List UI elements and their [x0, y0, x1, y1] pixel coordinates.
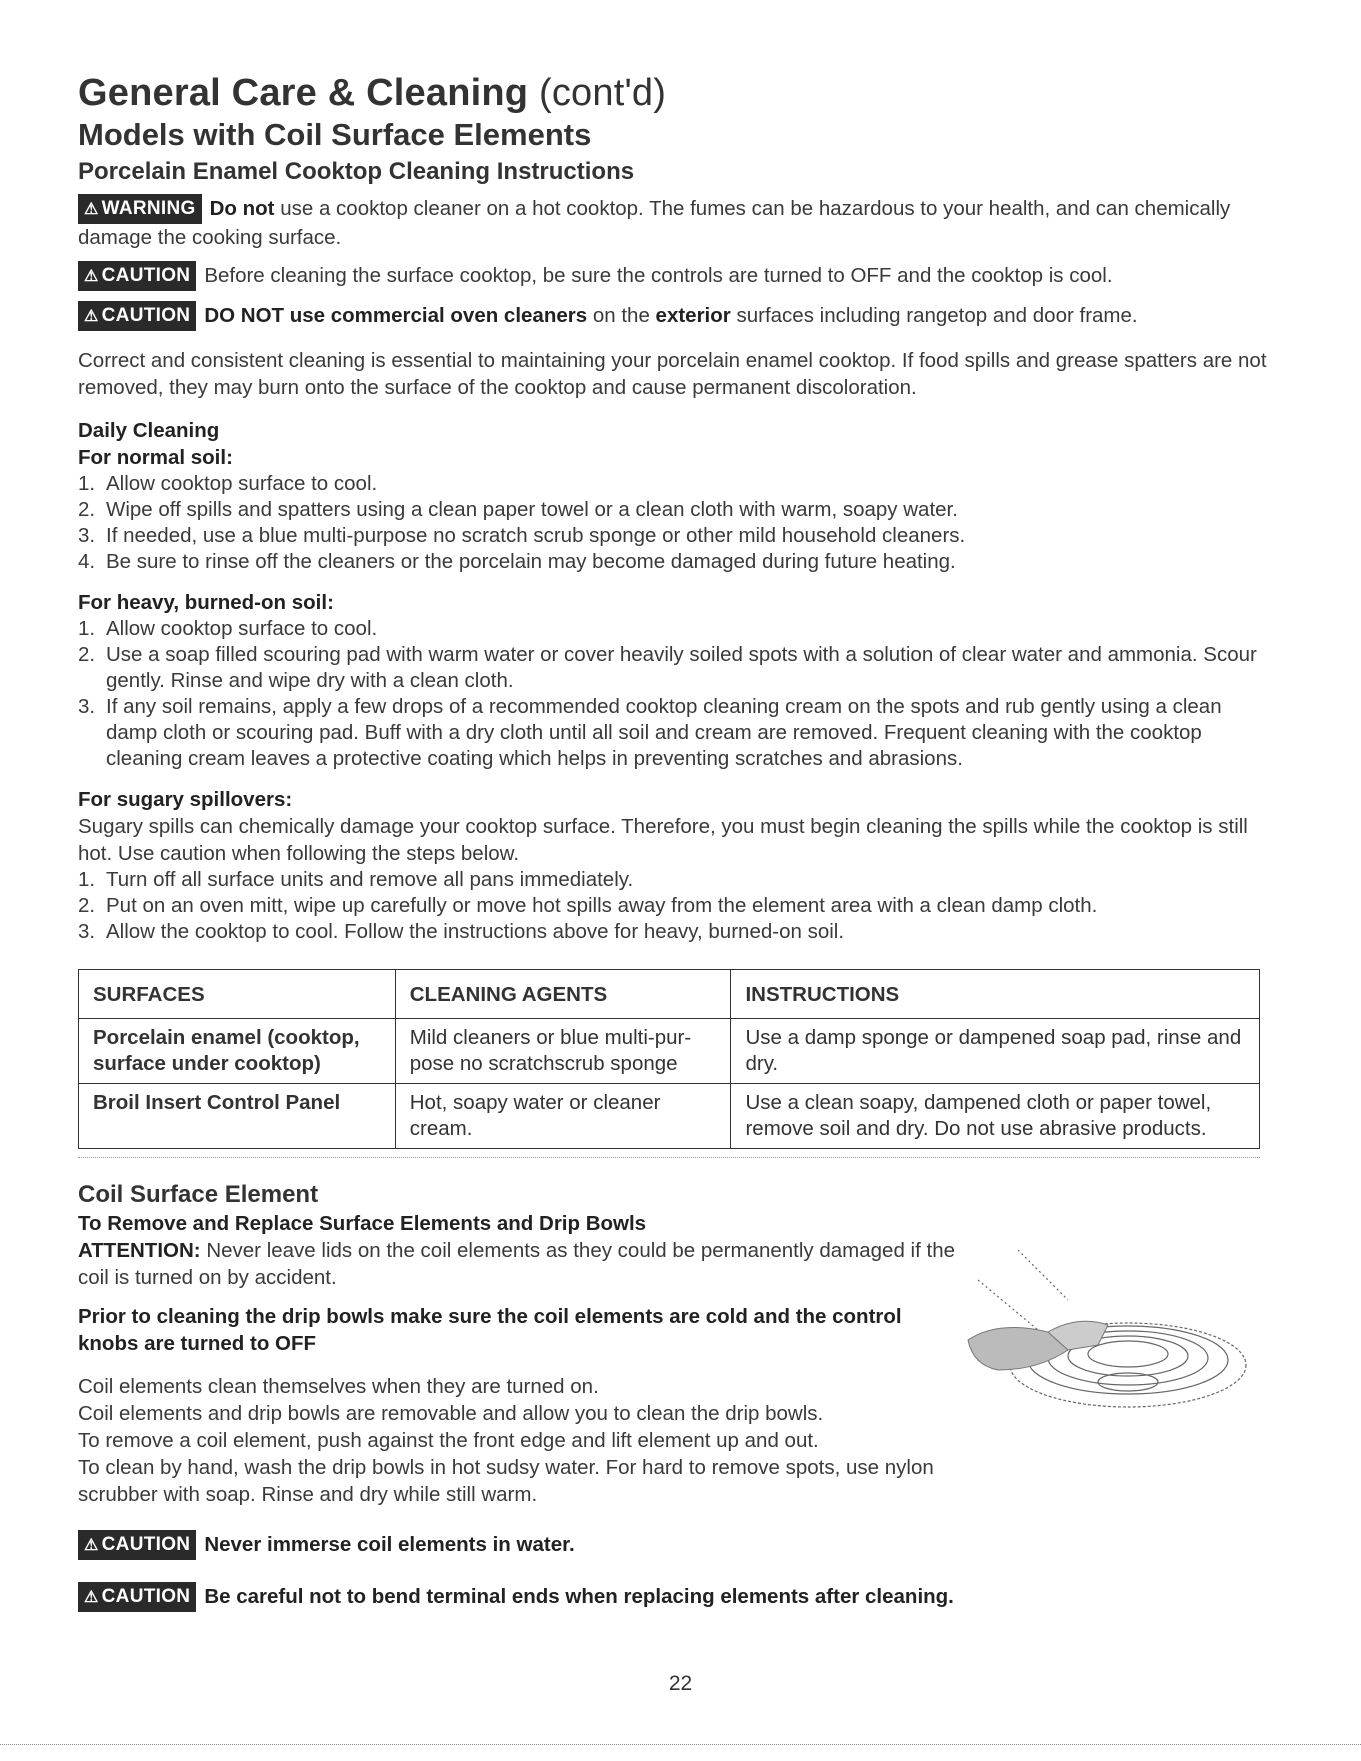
table-cell-surface: Porcelain enamel (cooktop, surface under cooktop)	[79, 1019, 396, 1084]
table-row	[79, 1019, 1260, 1084]
footer-rule	[0, 1744, 1361, 1745]
section-subtitle: Models with Coil Surface Elements	[78, 117, 592, 152]
page-number: 22	[668, 1672, 693, 1695]
caution-alert-oven-cleaners	[78, 301, 1268, 331]
table-cell-agent: Hot, soapy water or cleaner cream.	[395, 1084, 731, 1149]
attention-text: Never leave lids on the coil elements as they could be permanently damaged if the coil is turned on by accident.	[78, 1239, 955, 1289]
caution-emphasis: DO NOT use commercial oven cleaners	[204, 304, 588, 327]
column-header: CLEANING AGENTS	[395, 970, 731, 1019]
intro-paragraph: Correct and consistent cleaning is essential to maintaining your porcelain enamel cooktop. If food spills and grease spatters are not removed, they may burn onto the surface of the cooktop and cause permanent discoloration.	[78, 349, 1267, 399]
cleaning-table	[78, 969, 1260, 1149]
caution-badge: ⚠ CAUTION	[78, 1582, 196, 1612]
heavy-soil-heading: For heavy, burned-on soil:	[78, 591, 334, 614]
list-item: 3. If needed, use a blue multi-purpose no scratch scrub sponge or other mild household cleaners.	[78, 524, 966, 547]
section-heading: Porcelain Enamel Cooktop Cleaning Instructions	[78, 158, 635, 185]
warning-alert	[78, 194, 1268, 251]
caution-badge: ⚠ CAUTION	[78, 1530, 196, 1560]
column-header: INSTRUCTIONS	[731, 970, 1260, 1019]
coil-section	[78, 1180, 1268, 1612]
caution-triangle-icon: ⚠	[84, 268, 99, 285]
manual-page	[78, 70, 1268, 1612]
table-cell-instructions: Use a damp sponge or dampened soap pad, rinse and dry.	[731, 1019, 1260, 1084]
table-header-row	[79, 970, 1260, 1019]
attention-label: ATTENTION:	[78, 1239, 201, 1262]
table-cell-surface: Broil Insert Control Panel	[79, 1084, 396, 1149]
caution-badge: ⚠ CAUTION	[78, 301, 196, 331]
caution-text-part: surfaces including rangetop and door frame.	[736, 304, 1138, 327]
caution-terminal	[78, 1582, 1268, 1612]
column-header: SURFACES	[79, 970, 396, 1019]
caution-immerse	[78, 1530, 1268, 1560]
coil-line: To remove a coil element, push against the front edge and lift element up and out.	[78, 1429, 819, 1452]
list-item: 1. Turn off all surface units and remove all pans immediately.	[78, 868, 634, 891]
sugary-heading: For sugary spillovers:	[78, 788, 293, 811]
coil-line: To clean by hand, wash the drip bowls in hot sudsy water. For hard to remove spots, use nylon scrubber with soap. Rinse and dry while still warm.	[78, 1456, 934, 1506]
coil-line: Coil elements clean themselves when they are turned on.	[78, 1375, 599, 1398]
warning-emphasis: Do not	[209, 197, 275, 220]
coil-subheading: To Remove and Replace Surface Elements and Drip Bowls	[78, 1212, 647, 1235]
list-item: 2. Use a soap filled scouring pad with warm water or cover heavily soiled spots with a solution of clear water and ammonia. Scour gently. Rinse and wipe dry with a clean cloth.	[78, 643, 1257, 692]
daily-cleaning-heading: Daily Cleaning	[78, 419, 220, 442]
caution-emphasis-exterior: exterior	[655, 304, 731, 327]
warning-text: use a cooktop cleaner on a hot cooktop. The fumes can be hazardous to your health, and can chemically damage the cooking surface.	[78, 197, 1231, 249]
caution-triangle-icon: ⚠	[84, 308, 99, 325]
sugary-intro: Sugary spills can chemically damage your cooktop surface. Therefore, you must begin cleaning the spills while the cooktop is still hot. Use caution when following the steps below.	[78, 815, 1248, 865]
caution-badge: ⚠ CAUTION	[78, 261, 196, 291]
heavy-soil-steps	[78, 616, 1268, 772]
caution-triangle-icon: ⚠	[84, 1589, 99, 1606]
coil-text-block	[78, 1237, 958, 1508]
list-item: 3. Allow the cooktop to cool. Follow the instructions above for heavy, burned-on soil.	[78, 920, 845, 943]
divider	[78, 1157, 1260, 1158]
sugary-steps	[78, 867, 1268, 945]
warning-badge: ⚠ WARNING	[78, 194, 202, 224]
list-item: 3. If any soil remains, apply a few drops of a recommended cooktop cleaning cream on the spots and rub gently using a clean damp cloth or scouring pad. Buff with a dry cloth until all soil and cream are removed. Frequent cleaning with the cooktop cleaning cream leaves a protective coating which helps in preventing scratches and abrasions.	[78, 695, 1222, 770]
warning-triangle-icon: ⚠	[84, 201, 99, 218]
title-suffix: (cont'd)	[538, 72, 667, 114]
table-row	[79, 1084, 1260, 1149]
table-cell-instructions: Use a clean soapy, dampened cloth or paper towel, remove soil and dry. Do not use abrasive products.	[731, 1084, 1260, 1149]
caution-immerse-text: Never immerse coil elements in water.	[204, 1533, 575, 1556]
coil-element-illustration	[958, 1220, 1258, 1420]
page-title	[78, 70, 1268, 116]
caution-triangle-icon: ⚠	[84, 1537, 99, 1554]
prior-notice: Prior to cleaning the drip bowls make sure the coil elements are cold and the control knobs are turned to OFF	[78, 1305, 902, 1355]
list-item: 2. Put on an oven mitt, wipe up carefully or move hot spills away from the element area with a clean damp cloth.	[78, 894, 1098, 917]
table-cell-agent: Mild cleaners or blue multi-pur-pose no scratchscrub sponge	[395, 1019, 731, 1084]
list-item: 2. Wipe off spills and spatters using a clean paper towel or a clean cloth with warm, soapy water.	[78, 498, 958, 521]
caution-text: Before cleaning the surface cooktop, be sure the controls are turned to OFF and the cooktop is cool.	[204, 264, 1113, 287]
normal-soil-heading: For normal soil:	[78, 446, 233, 469]
title-main: General Care & Cleaning	[78, 72, 529, 114]
list-item: 1. Allow cooktop surface to cool.	[78, 617, 378, 640]
list-item: 1. Allow cooktop surface to cool.	[78, 472, 378, 495]
caution-text-part: on the	[592, 304, 650, 327]
coil-line: Coil elements and drip bowls are removable and allow you to clean the drip bowls.	[78, 1402, 824, 1425]
caution-terminal-text: Be careful not to bend terminal ends when replacing elements after cleaning.	[204, 1585, 954, 1608]
list-item: 4. Be sure to rinse off the cleaners or the porcelain may become damaged during future heating.	[78, 550, 956, 573]
coil-heading: Coil Surface Element	[78, 1181, 319, 1208]
normal-soil-steps	[78, 471, 1268, 575]
caution-alert-controls	[78, 261, 1268, 291]
